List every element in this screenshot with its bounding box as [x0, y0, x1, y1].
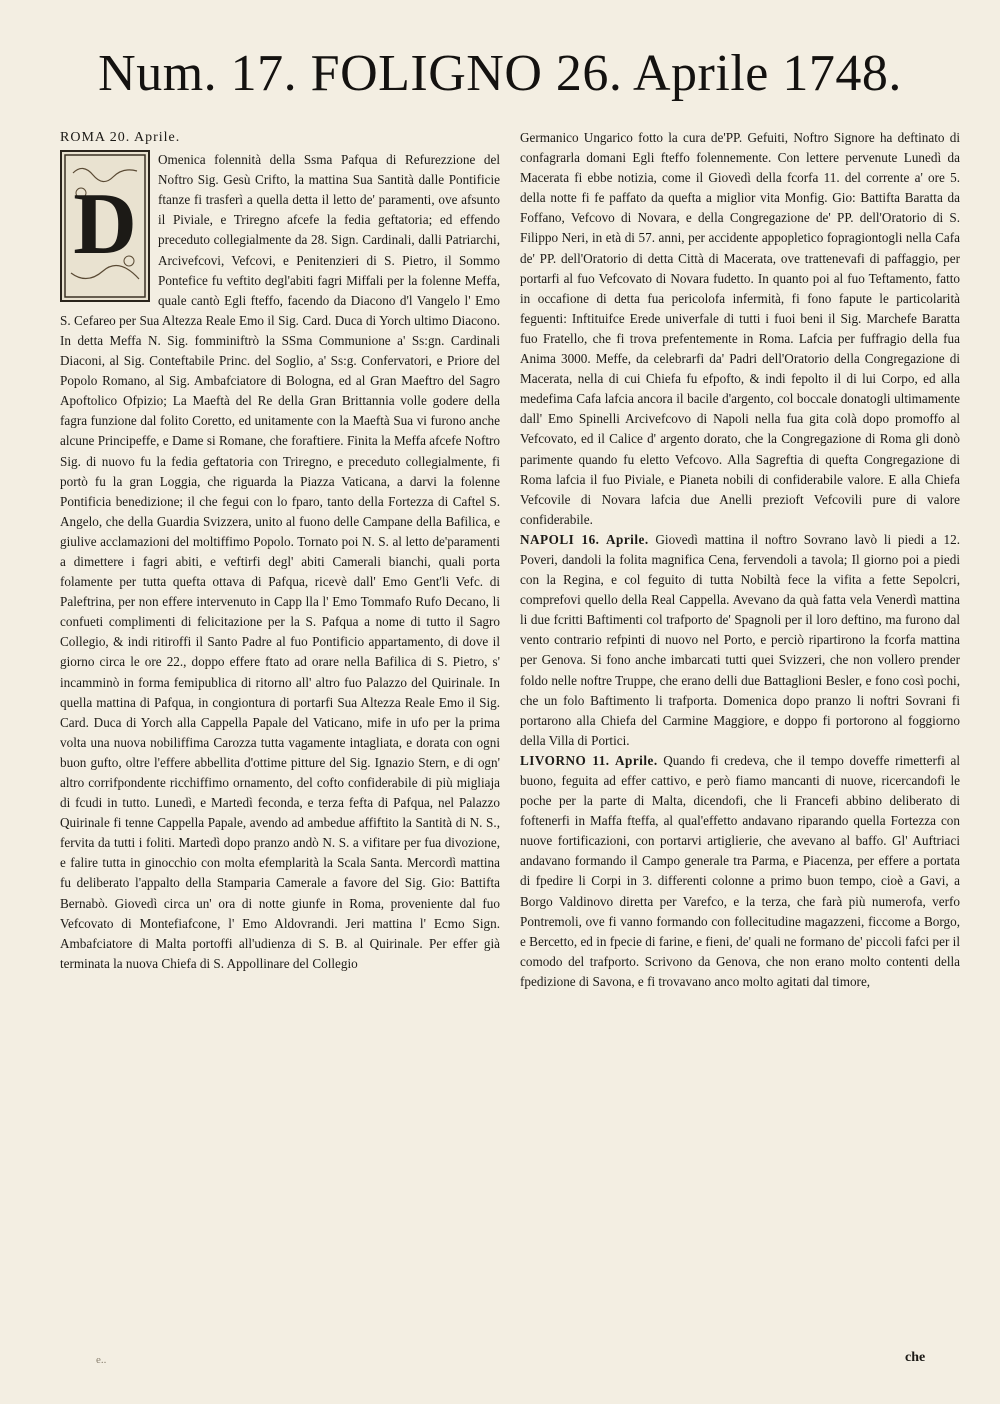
livorno-report	[520, 751, 960, 992]
dropcap-letter: D	[73, 176, 137, 274]
rome-report-body: Omenica folennità della Ssma Pafqua di Refurezzione del Noftro Sig. Gesù Crifto, la mattina Sua Santità dalle Pontificie ftanze fi trasferì a quella detta il letto de' paramenti, ove afsunto il Piviale, e Triregno afcefe la fedia geftatoria; ed effendo preceduto collegialmente da 28. Sign. Cardinali, dalli Patriarchi, Arcivefcovi, Vefcovi, e Penitenzieri di S. Pietro, il Sommo Pontefice fu veftito degl'abiti fagri Miffali per la folenne Meffa, quale cantò Egli fteffo, facendo da Diacono d'l Vangelo l' Emo S. Cefareo per Sua Altezza Reale Emo il Sig. Card. Duca di Yorch ultimo Diacono. In detta Meffa N. Sig. fomminiftrò la SSma Communione a' Ss:gn. Cardinali Diaconi, al Sig. Conteftabile Princ. del Soglio, a' Ss:g. Confervatori, e Priore del Popolo Romano, al Sig. Ambafciatore di Bologna, ed al Gran Maeftro del Sagro Apoftolico Ofpizio; La Maeftà del Re della Gran Brittannia volle godere della fagra funzione dal folito Coretto, ed unitamente con la Maeftà Sua vi furono anche alcune Principeffe, e Dame si Romane, che foraftiere. Finita la Meffa afcefe Noftro Sig. di nuovo fu la fedia geftatoria con Triregno, e preceduto collegialmente, fi portò fu la gran Loggia, che riguarda la Piazza Vaticana, a darvi la folenne Pontificia benedizione; il che fegui con lo fparo, tanto della Fortezza di Caftel S. Angelo, che della Guardia Svizzera, unito al fuono delle Campane della Bafilica, e giulive acclamazioni del moltiffimo Popolo. Tornato poi N. S. al letto de'paramenti a dimettere i fagri abiti, e veftirfi degl' abiti Camerali bianchi, quali porta folamente per tutta quefta ottava di Pafqua, ricevè dall' Emo Gent'li Vefc. di Paleftrina, per non effere intervenuto in Capp lla l' Emo Tommafo Rufo Decano, li confueti complimenti di felicitazione per la S. Pafqua a nome di tutto il Sagro Collegio, & indi ritiroffi il Santo Padre al fuo Pontificio appartamento, di dove il giorno circa le ore 22., doppo effere ftato ad orare nella Bafilica di S. Pietro, s' incamminò in forma femipublica di ritorno all' altro fuo Palazzo del Quirinale. In quella mattina di Pafqua, in congiontura di portarfi Sua Altezza Reale Emo il Sig. Card. Duca di Yorch alla Cappella Papale del Vaticano, mife in ufo per la prima volta una nuova nobiliffima Carozza tutta vagamente intagliata, e dorata con ogni buon gufto, oltre l'effere abbellita d'ottime pitture del Sig. Ignazio Stern, e di ogn' altro corrifpondente ricchiffimo ornamento, del cofto confiderabile di più migliaja di fcudi in tutto. Lunedì, e Martedì feconda, e terza fefta di Pafqua, nel Palazzo Quirinale fi tenne Cappella Papale, avendo ad ambedue affiftito la Santità di N. S., fervita da tutti i foliti. Martedì dopo pranzo andò N. S. a vifitare per fua divozione, e falire tutta in ginocchio con molta efemplarità la Scala Santa. Mercordì mattina fu deliberato l'appalto della Stamparia Camerale a favore del Sig. Gio: Battifta Bernabò. Giovedì circa un' ora di notte giunfe in Roma, proveniente dal fuo Vefcovato di Montefiafcone, l' Emo Aldovrandi. Jeri mattina l' Ecmo Sign. Ambafciatore di Malta portoffi all'udienza di S. B. al Quirinale. Per effer già terminata la nuova Chiefa di S. Appollinare del Collegio	[60, 152, 500, 971]
ornamental-initial-icon	[63, 153, 147, 299]
napoli-report	[520, 530, 960, 751]
catchword: che	[905, 1350, 926, 1365]
masthead-title: Num. 17. FOLIGNO 26. Aprile 1748.	[98, 45, 902, 102]
page-mark: e..	[96, 1354, 107, 1366]
text-columns	[60, 128, 960, 1368]
left-column	[60, 128, 500, 1368]
napoli-report-body: Giovedì mattina il noftro Sovrano lavò li piedi a 12. Poveri, dandoli la folita magnifica Cena, fervendoli a tavola; Il giorno poi a piedi con la Regina, e col feguito di tutta Nobiltà fece la vifita a fette Sepolcri, comprefovi quello della Real Cappella. Avevano da quà fatta vela Venerdì mattina li due fcritti Baftimenti col trafporto de' Spagnoli per il loro deftino, ma furono dal vento contrario refpinti di nuovo nel Porto, e perciò ripartirono la fcorfa mattina per Genova. Si fono anche imbarcati tutti quei Svizzeri, che non vollero prender foldo nelle noftre Truppe, che erano delli due Battaglioni Besler, e fono così pochi, che un folo Baftimento li trafporta. Domenica dopo pranzo li noftri Sovrani fi portarono alla Chiefa del Carmine Maggiore, e doppo fi portorono al foggiorno della Villa di Portici.	[520, 531, 960, 748]
rome-report-continuation: Germanico Ungarico fotto la cura de'PP. Gefuiti, Noftro Signore ha deftinato di confagrarla domani Egli fteffo folennemente. Con lettere pervenute Lunedì da Macerata fi ebbe notizia, come il Giovedì della fcorfa 11. del corrente a' ore 5. della notte fi fe paffato da quefta a miglior vita Monfig. Gio: Battifta Baratta da Foffano, Vefcovo di Novara, e della Congregazione de' PP. dell'Oratorio di S. Filippo Neri, in età di 57. anni, per accidente appopletico fopragiontogli nella Cafa de' PP. dell'Oratorio di detta Città di Macerata, ove trattenevafi di paffaggio, per portarfi al fuo Vefcovato di Novara fudetto. In quanto poi al fuo Teftamento, fatto in occafione di detta fua pericolofa infermità, fi fono fapute le particolarità feguenti: Inftituifce Erede univerfale di tutti i fuoi beni il Sig. Marchefe Baratta fuo Fratello, che fi trova prefentemente in Roma. Lafcia per fuffragio della fua Anima 3000. Meffe, da celebrarfi da' Padri dell'Oratorio della Congregazione di Macerata, nella di cui Chiefa fu efpofto, & indi fepolto il di lui Corpo, ed alla medefima Cafa lafcia ancora il bacile d'argento, col boccale donatogli ultimamente dall' Emo Spinelli Arcivefcovo di Napoli nella fua gita colà dopo promoffo al Vefcovato, ed il Calice d' argento dorato, che la Congregazione di Roma gli donò parimente quando fu eletto Vefcovo. Alla Sagreftia di quefta Congregazione di Roma lafcia il fuo Piviale, e Pianeta nobili di confiderabile valore. E alla Chiefa Vefcovile di Novara lafcia due Anelli prezioft Vefcovili pure di valore confiderabile.	[520, 130, 960, 527]
livorno-report-body: Quando fi credeva, che il tempo doveffe rimetterfi al buono, feguita ad effer cattivo, e però fiamo mancanti di nuove, ricercandofi le poche per la parte di Malta, dicendofi, che li Francefi abbino deliberato di foftenerfi in Maffa fteffa, al qual'effetto andavano riparando quella Fortezza con nuove fortificazioni, con portarvi artiglierie, che avevano al baffo. Gl' Auftriaci andavano formando il Campo generale tra Parma, e Piacenza, per effere a portata di fpedire li Corpi in 3. differenti colonne a primo buon tempo, cioè a Gavi, a Borgo Valdinovo diretta per Varefco, e la terza, che farà più numerofa, verfo Pontremoli, ove fi vanno formando con follecitudine magazzeni, ficcome a Borgo, e Bercetto, ed in fpecie di farine, e fieni, de' quali ne formano de' piccoli fafci per il comodo del trafporto. Scrivono da Genova, che non erano molto contenti della fpedizione di Savona, e fi trovavano anco molto agitati dal timore,	[520, 752, 960, 989]
napoli-dateline: NAPOLI 16. Aprile.	[520, 531, 649, 547]
livorno-dateline: LIVORNO 11. Aprile.	[520, 752, 658, 768]
right-column	[520, 128, 960, 1368]
rome-dateline: ROMA 20. Aprile.	[60, 130, 181, 145]
decorated-initial-d	[60, 150, 150, 302]
